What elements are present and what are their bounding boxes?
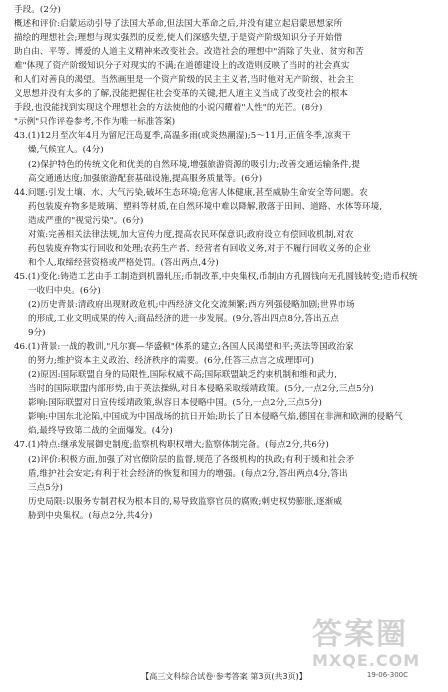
text-line: 描绘的理想社会;理想与现实强烈的反差,使人们深感失望,于是资产阶级知识分子开始借 <box>14 33 343 44</box>
text-line: 手段,也没能找到实现这个理想社会的方法使他的小说闪耀着"人性"的光芒。(8分) <box>14 103 323 114</box>
text-line: 助自由、平等、博爱的人道主义精神来改变社会。改造社会的理想中"消除了失业、贫穷和苦 <box>14 47 364 58</box>
text-line: 概述和评价:启蒙运动引导了法国大革命,但法国大革命之后,并没有建立起启蒙思想家所 <box>14 19 343 30</box>
text-line: 的形成,工业文明成果的传入;商品经济的进一步发展。(9分,答出四点8分,答出五点 <box>28 314 339 325</box>
text-line: 药包装废弃物实行回收和处理;农药生产者、经营者有回收义务,对于不履行回收义务的企业 <box>28 243 371 254</box>
text-line: 9分) <box>28 328 46 339</box>
text-line: (2)评价:积极方面,加强了对官僚阶层的监督,规范了各级机构的执政;有利于缓和社会矛 <box>28 454 355 465</box>
question-46-answer: 46.(1)背景:一战的教训,"凡尔赛—华盛顿"体系的建立;各国人民渴望和平;英法等国政治家 <box>14 342 354 353</box>
text-line: "示例"只作评卷参考,不作为唯一标准答案) <box>14 117 176 128</box>
text-line: 三点5分) <box>28 482 63 493</box>
question-45-answer: 45.(1)变化:铸造工艺由手工制造到机器轧压;币制改革,中央集权,币制由方孔圆钱向无孔圆钱转变;造币权统 <box>14 271 418 282</box>
text-line: (2)原因:国际联盟自身的局限性,国际权威不高;国际联盟缺乏约束机制和维和武力, <box>28 370 338 381</box>
question-44-answer: 44.问题:引发土壤、水、大气污染,破坏生态环境;危害人体健康,甚至威胁生命安全等问题。农 <box>14 187 368 198</box>
watermark-big-text: 答案圈 <box>312 617 408 652</box>
text-line: 盾,维护社会安定;有利于社会经济的恢复和国力的增强。(每点2分,答出两点4分,答出 <box>28 468 348 479</box>
text-line: 胁到中央集权。(每点2分,共4分) <box>28 510 153 521</box>
footer-text: 【高三文科综合试卷·参考答案 第3页(共3页)】 <box>141 672 307 681</box>
text-line: 高交通通达度;加强旅游配套基础设施,提高服务质量等。(6分) <box>28 173 263 184</box>
text-line: 当时的国际联盟内部形势,由于英法操纵,对日本侵略采取绥靖政策。(5分,一点2分,三点5分) <box>28 384 374 395</box>
text-line: 义思想并没有太多的了解,没能把握住社会变革的关键,把人道主义当成了改变社会的根本 <box>14 89 349 100</box>
text-line: 造成严重的"视觉污染"。(6分) <box>28 215 144 226</box>
text-line: 手段。(2分) <box>14 5 61 15</box>
question-47-answer: 47.(1)特点:继承发展御史制度;监察机构职权增大;监察体制完备。(每点2分,共6分) <box>14 440 329 451</box>
text-line: 对策:完善相关法律法规,加大宣传力度,提高农民环保意识;政府设立有偿回收机制,对农 <box>28 229 354 240</box>
watermark-logo <box>312 618 432 670</box>
text-line: 和人们对善良的渴望。当然画里是一个资产阶级的民主主义者,当时他对无产阶级、社会主 <box>14 75 354 86</box>
text-line: 和个人,取缔经营资格或严格处罚。(答出两点,4分) <box>28 257 219 268</box>
text-line: (2)保护特色的传统文化和优美的自然环境,增强旅游资源的吸引力;改善交通运输条件,提 <box>28 159 361 170</box>
text-line: 焰,最终导致第二战的全面爆发。(4分) <box>28 426 173 437</box>
text-line: 难"体现了资产阶级知识分子对现实的不满;在道德建设上的改造则反映了当时的社会真实 <box>14 61 350 72</box>
text-line: 影响:中国东北沦陷,中国成为中国战场的抗日开始;助长了日本侵略气焰,德国在非洲和欧洲的侵略气 <box>28 412 403 423</box>
text-line: 一收归中央。(6分) <box>28 285 101 296</box>
footer-code: 19-06-300C <box>366 671 408 679</box>
text-line: 燥,气候宜人。(4分) <box>28 145 104 156</box>
text-line: 药包装废弃物多是玻璃、塑料等材质,在自然环境中难以降解,散落于田间、道路、水体等环境, <box>28 201 383 212</box>
text-line: 影响:国际联盟对日宣传绥靖政策,纵容日本侵略中国。(5分,一点2分,三点5分) <box>28 398 322 409</box>
question-43-answer: 43.(1)12月至次年4月为留尼汪岛夏季,高温多雨(或炎热潮湿);5～11月,正值冬季,凉爽干 <box>14 131 351 142</box>
text-line: 的努力;维护资本主义政治、经济秩序的需要。(6分,任答三点言之成理即可) <box>28 356 315 367</box>
text-line: 历史局限:以服务专制君权为根本目的,易导致监察官员的腐败;刺史权势膨胀,逐渐威 <box>28 496 342 507</box>
page-footer <box>0 671 448 682</box>
watermark-small-text: MXQE.COM <box>312 651 421 670</box>
text-line: (2)历史背景:清政府出现财政危机;中西经济文化交流频繁;西方列强侵略加剧;世界市场 <box>28 299 355 310</box>
